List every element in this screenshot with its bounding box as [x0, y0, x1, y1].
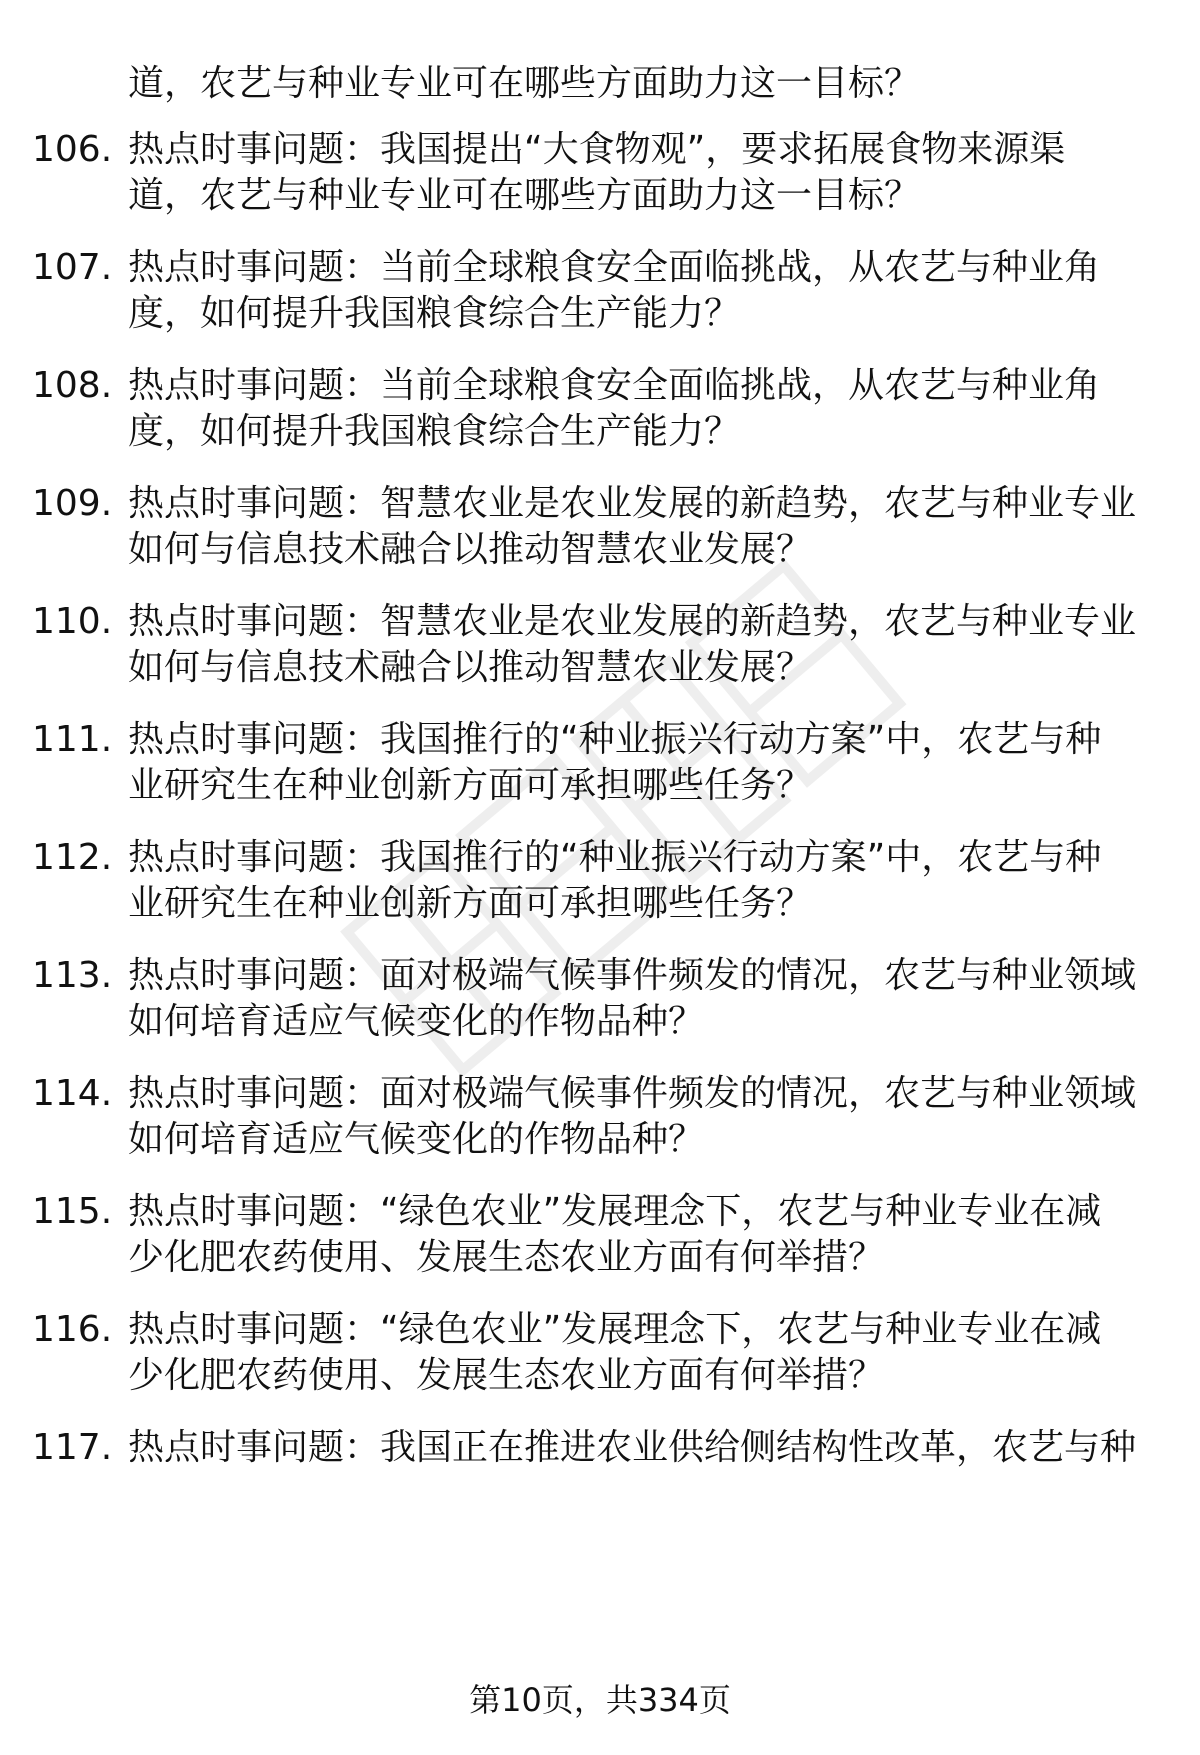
question-line: 热点时事问题：我国推行的“种业振兴行动方案”中，农艺与种: [128, 837, 1102, 878]
question-number: 112.: [32, 837, 113, 878]
question-number: 110.: [32, 601, 113, 642]
question-line: 热点时事问题：我国正在推进农业供给侧结构性改革，农艺与种: [128, 1427, 1137, 1468]
question-line: 道，农艺与种业专业可在哪些方面助力这一目标？: [128, 175, 921, 216]
question-line: 少化肥农药使用、发展生态农业方面有何举措？: [128, 1237, 885, 1278]
question-line: 业研究生在种业创新方面可承担哪些任务？: [128, 883, 813, 924]
question-line: 热点时事问题：面对极端气候事件频发的情况，农艺与种业领域: [128, 1073, 1137, 1114]
question-line: 如何与信息技术融合以推动智慧农业发展？: [128, 529, 813, 570]
question-number: 107.: [32, 247, 113, 288]
question-line: 热点时事问题：面对极端气候事件频发的情况，农艺与种业领域: [128, 955, 1137, 996]
question-line: 度，如何提升我国粮食综合生产能力？: [128, 411, 741, 452]
question-number: 109.: [32, 483, 113, 524]
question-continuation-line: 道，农艺与种业专业可在哪些方面助力这一目标？: [128, 63, 921, 104]
question-line: 如何与信息技术融合以推动智慧农业发展？: [128, 647, 813, 688]
question-number: 111.: [32, 719, 113, 760]
question-line: 业研究生在种业创新方面可承担哪些任务？: [128, 765, 813, 806]
question-line: 度，如何提升我国粮食综合生产能力？: [128, 293, 741, 334]
question-line: 热点时事问题：当前全球粮食安全面临挑战，从农艺与种业角: [128, 247, 1101, 288]
question-line: 热点时事问题：我国推行的“种业振兴行动方案”中，农艺与种: [128, 719, 1102, 760]
question-line: 热点时事问题：“绿色农业”发展理念下，农艺与种业专业在减: [128, 1309, 1102, 1350]
question-line: 少化肥农药使用、发展生态农业方面有何举措？: [128, 1355, 885, 1396]
question-line: 热点时事问题：“绿色农业”发展理念下，农艺与种业专业在减: [128, 1191, 1102, 1232]
page-footer: 第10页，共334页: [469, 1681, 731, 1719]
question-number: 114.: [32, 1073, 113, 1114]
question-number: 106.: [32, 129, 113, 170]
question-number: 115.: [32, 1191, 113, 1232]
question-line: 热点时事问题：智慧农业是农业发展的新趋势，农艺与种业专业: [128, 483, 1137, 524]
question-number: 113.: [32, 955, 113, 996]
question-line: 热点时事问题：当前全球粮食安全面临挑战，从农艺与种业角: [128, 365, 1101, 406]
question-line: 如何培育适应气候变化的作物品种？: [128, 1119, 705, 1160]
question-number: 116.: [32, 1309, 113, 1350]
question-number: 117.: [32, 1427, 113, 1468]
question-line: 如何培育适应气候变化的作物品种？: [128, 1001, 705, 1042]
question-line: 热点时事问题：我国提出“大食物观”，要求拓展食物来源渠: [128, 129, 1066, 170]
question-number: 108.: [32, 365, 113, 406]
question-line: 热点时事问题：智慧农业是农业发展的新趋势，农艺与种业专业: [128, 601, 1137, 642]
